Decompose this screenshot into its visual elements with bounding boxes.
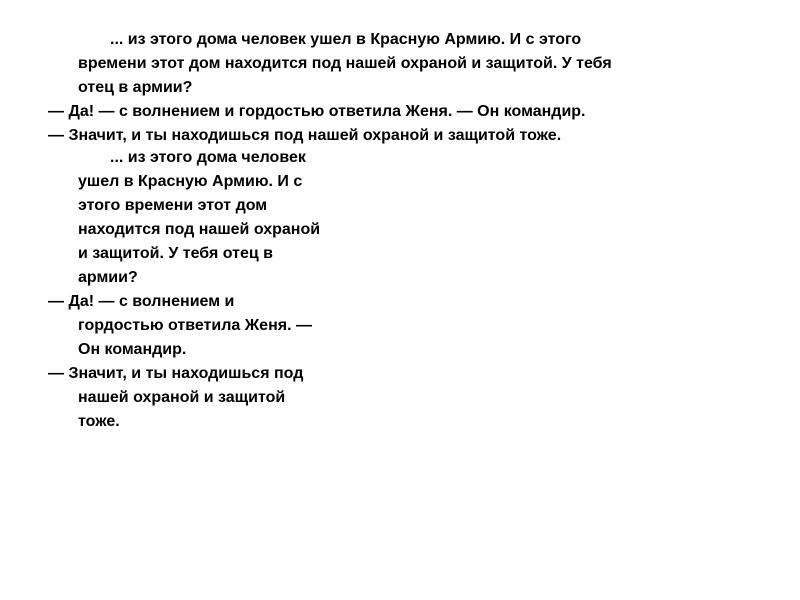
- back-text-line: времени этот дом находится под нашей охраной и защитой. У тебя: [78, 55, 612, 72]
- back-text-block: [0, 28, 612, 148]
- front-text-line: нашей охраной и защитой: [78, 389, 286, 406]
- front-text-line: и защитой. У тебя отец в: [78, 245, 273, 262]
- front-text-line: армии?: [78, 269, 138, 286]
- front-text-line: Он командир.: [78, 341, 187, 358]
- back-text-line: ... из этого дома человек ушел в Красную Армию. И с этого: [110, 31, 582, 48]
- front-text-line: находится под нашей охраной: [78, 221, 321, 238]
- front-text-line: тоже.: [78, 413, 120, 430]
- back-text-line: — Да! — с волнением и гордостью ответила Женя. — Он командир.: [48, 103, 586, 120]
- front-text-line: — Да! — с волнением и: [48, 293, 235, 310]
- front-text-line: ... из этого дома человек: [110, 149, 306, 166]
- back-text-line: отец в армии?: [78, 79, 193, 96]
- front-text-line: этого времени этот дом: [78, 197, 268, 214]
- back-text-line: — Значит, и ты находишься под нашей охраной и защитой тоже.: [48, 127, 562, 144]
- front-text-line: — Значит, и ты находишься под: [48, 365, 304, 382]
- front-text-block: [0, 146, 420, 434]
- front-text-line: гордостью ответила Женя. —: [78, 317, 312, 334]
- front-text-line: ушел в Красную Армию. И с: [78, 173, 303, 190]
